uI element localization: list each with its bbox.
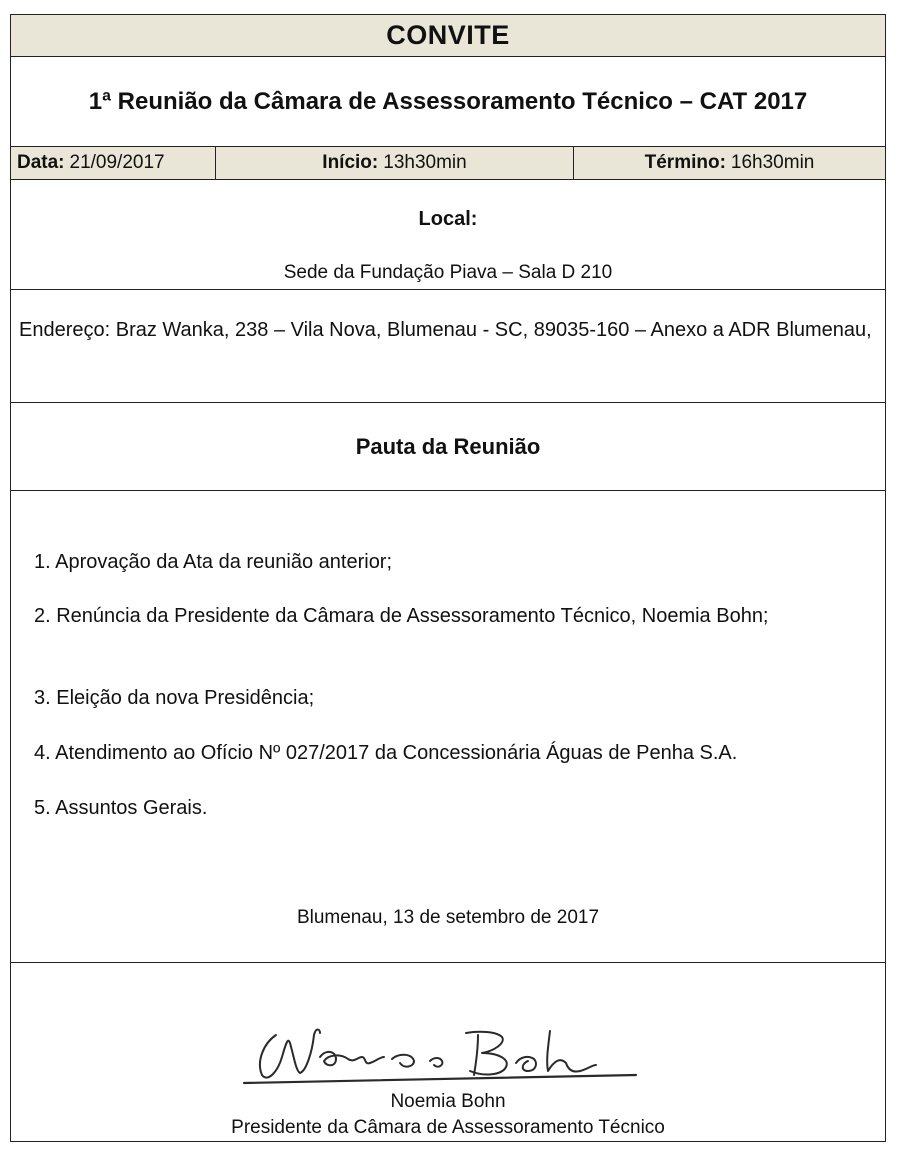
start-time-cell [216,147,574,179]
start-value: 13h30min [383,152,467,173]
signature-section [11,963,885,1143]
date-label: Data: [17,152,65,173]
address-section [11,290,885,403]
date-value: 21/09/2017 [69,152,165,173]
agenda-item-5: 5. Assuntos Gerais. [34,797,208,819]
signatory-name: Noemia Bohn [390,1091,506,1112]
start-label: Início: [322,152,379,173]
meeting-title: 1ª Reunião da Câmara de Assessoramento Técnico – CAT 2017 [88,87,808,115]
agenda-heading: Pauta da Reunião [355,433,541,459]
date-cell [11,147,216,179]
agenda-item-2: 2. Renúncia da Presidente da Câmara de Assessoramento Técnico, Noemia Bohn; [34,605,769,627]
document-title: CONVITE [386,20,510,50]
end-label: Término: [644,152,726,173]
title-bar [11,15,885,57]
end-value: 16h30min [730,152,815,173]
location-value: Sede da Fundação Piava – Sala D 210 [283,262,613,283]
agenda-item-1: 1. Aprovação da Ata da reunião anterior; [34,551,393,573]
address-text: Endereço: Braz Wanka, 238 – Vila Nova, Blumenau - SC, 89035-160 – Anexo a ADR Blumenau, [19,319,872,341]
meeting-title-section [11,57,885,147]
agenda-heading-section [11,403,885,491]
location-section [11,180,885,290]
schedule-row [11,147,885,180]
agenda-item-3: 3. Eleição da nova Presidência; [34,687,315,709]
invitation-document [10,14,886,1142]
signatory-role: Presidente da Câmara de Assessoramento Técnico [231,1117,665,1138]
location-label: Local: [418,208,478,230]
place-and-date: Blumenau, 13 de setembro de 2017 [296,907,600,928]
end-time-cell [574,147,885,179]
agenda-item-4: 4. Atendimento ao Ofício Nº 027/2017 da Concessionária Águas de Penha S.A. [34,742,738,764]
handwritten-signature [216,1013,656,1093]
agenda-section [11,491,885,963]
